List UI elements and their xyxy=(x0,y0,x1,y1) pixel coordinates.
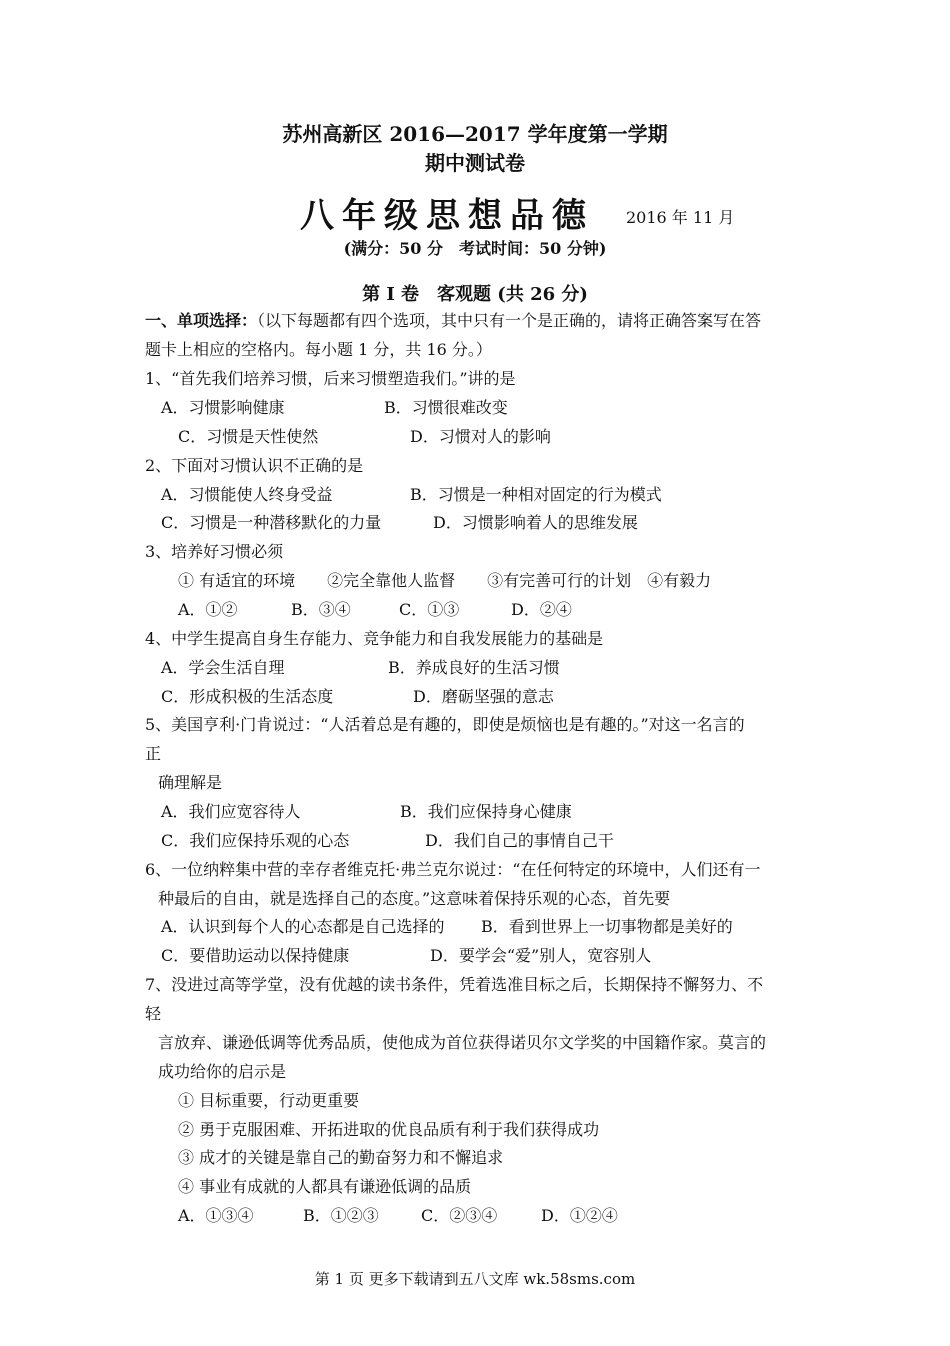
q7-item-3: ③ 成才的关键是靠自己的勤奋努力和不懈追求 xyxy=(178,1148,504,1167)
q2-option-b: B．习惯是一种相对固定的行为模式 xyxy=(410,485,662,504)
q1-option-c: C．习惯是天性使然 xyxy=(178,427,319,446)
score-info: (满分：50 分 考试时间：50 分钟) xyxy=(343,239,607,258)
q7-item-4: ④ 事业有成就的人都具有谦逊低调的品质 xyxy=(178,1177,472,1196)
q5-option-a: A．我们应宽容待人 xyxy=(161,802,301,821)
q6-option-c: C．要借助运动以保持健康 xyxy=(161,946,350,965)
q3-items: ① 有适宜的环境 ②完全靠他人监督 ③有完善可行的计划 ④有毅力 xyxy=(178,571,712,590)
question-2-stem: 2、下面对习惯认识不正确的是 xyxy=(145,456,364,475)
q4-option-c: C．形成积极的生活态度 xyxy=(161,687,334,706)
q7-option-a: A．①③④ xyxy=(178,1206,254,1225)
question-1-stem: 1、“首先我们培养习惯，后来习惯塑造我们。”讲的是 xyxy=(145,369,516,388)
question-6-stem-1: 6、一位纳粹集中营的幸存者维克托·弗兰克尔说过：“在任何特定的环境中，人们还有一 xyxy=(145,860,761,879)
subject-title: 八年级思想品德 xyxy=(300,196,594,236)
q2-option-c: C．习惯是一种潜移默化的力量 xyxy=(161,513,382,532)
question-7-stem-2: 轻 xyxy=(145,1004,162,1023)
q1-option-d: D．习惯对人的影响 xyxy=(410,427,551,446)
q5-option-d: D．我们自己的事情自己干 xyxy=(425,831,614,850)
q1-option-a: A．习惯影响健康 xyxy=(161,398,285,417)
question-5-stem-1: 5、美国亨利·门肯说过：“人活着总是有趣的，即使是烦恼也是有趣的。”对这一名言的 xyxy=(145,715,745,734)
question-4-stem: 4、中学生提高自身生存能力、竞争能力和自我发展能力的基础是 xyxy=(145,629,604,648)
q6-option-b: B．看到世界上一切事物都是美好的 xyxy=(481,917,733,936)
q6-option-d: D．要学会“爱”别人，宽容别人 xyxy=(430,946,652,965)
q4-option-d: D．磨砺坚强的意志 xyxy=(413,687,554,706)
section-title: 第 I 卷 客观题 (共 26 分) xyxy=(362,284,588,305)
title-line-2: 期中测试卷 xyxy=(425,151,525,175)
part-instruction xyxy=(145,310,761,332)
q5-option-b: B．我们应保持身心健康 xyxy=(400,802,572,821)
part-instruction-text-2: 题卡上相应的空格内。每小题 1 分，共 16 分。） xyxy=(145,340,492,359)
part-instruction-text-1: （以下每题都有四个选项，其中只有一个是正确的，请将正确答案写在答 xyxy=(257,311,762,330)
q2-option-a: A．习惯能使人终身受益 xyxy=(161,485,333,504)
question-3-stem: 3、培养好习惯必须 xyxy=(145,542,284,561)
question-7-stem-4: 成功给你的启示是 xyxy=(158,1062,287,1081)
q7-option-c: C．②③④ xyxy=(421,1206,498,1225)
q5-option-c: C．我们应保持乐观的心态 xyxy=(161,831,350,850)
exam-date: 2016 年 11 月 xyxy=(626,208,735,227)
question-7-stem-3: 言放弃、谦逊低调等优秀品质，使他成为首位获得诺贝尔文学奖的中国籍作家。莫言的 xyxy=(158,1033,767,1052)
q1-option-b: B．习惯很难改变 xyxy=(384,398,508,417)
title-line-1: 苏州高新区 2016—2017 学年度第一学期 xyxy=(282,122,668,146)
q4-option-b: B．养成良好的生活习惯 xyxy=(388,658,560,677)
q7-item-1: ① 目标重要，行动更重要 xyxy=(178,1091,360,1110)
q3-option-c: C．①③ xyxy=(399,600,460,619)
q3-option-b: B．③④ xyxy=(291,600,351,619)
q7-option-b: B．①②③ xyxy=(303,1206,379,1225)
q3-option-a: A．①② xyxy=(178,600,238,619)
question-7-stem-1: 7、没进过高等学堂，没有优越的读书条件，凭着选准目标之后，长期保持不懈努力、不 xyxy=(145,975,764,994)
q6-option-a: A．认识到每个人的心态都是自己选择的 xyxy=(161,917,445,936)
question-6-stem-2: 种最后的自由，就是选择自己的态度。”这意味着保持乐观的心态，首先要 xyxy=(158,889,671,908)
q4-option-a: A．学会生活自理 xyxy=(161,658,285,677)
question-5-stem-2: 正 xyxy=(145,744,162,763)
question-5-stem-3: 确理解是 xyxy=(158,773,223,792)
q7-item-2: ② 勇于克服困难、开拓进取的优良品质有利于我们获得成功 xyxy=(178,1120,600,1139)
q7-option-d: D．①②④ xyxy=(541,1206,618,1225)
q2-option-d: D．习惯影响着人的思维发展 xyxy=(433,513,638,532)
part-label: 一、单项选择： xyxy=(145,311,258,330)
q3-option-d: D．②④ xyxy=(511,600,572,619)
page-footer: 第 1 页 更多下载请到五八文库 wk.58sms.com xyxy=(314,1270,636,1288)
